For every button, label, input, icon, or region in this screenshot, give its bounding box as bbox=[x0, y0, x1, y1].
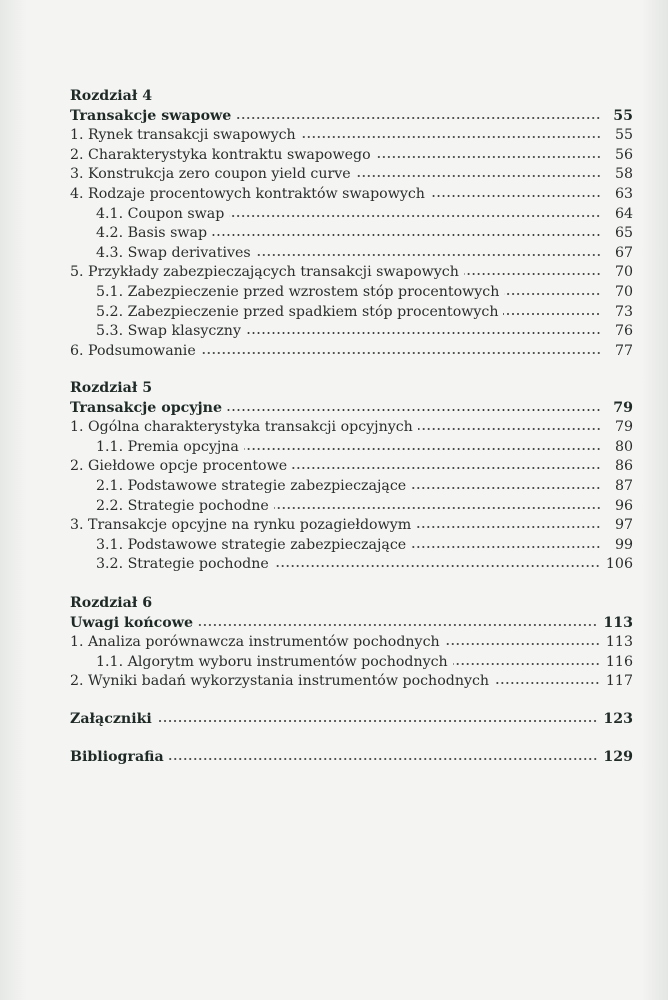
entry-page: 65 bbox=[614, 225, 633, 242]
dot-leader bbox=[236, 116, 601, 120]
dot-leader bbox=[301, 135, 601, 139]
entry-label: 1. Rynek transakcji swapowych bbox=[70, 127, 296, 144]
dot-leader bbox=[356, 174, 601, 178]
chapter-title-entry bbox=[70, 614, 633, 634]
toc-entry bbox=[70, 497, 633, 517]
entry-page: 96 bbox=[614, 497, 633, 514]
toc-entry bbox=[70, 342, 633, 362]
entry-page: 117 bbox=[605, 673, 633, 690]
entry-label: Transakcje opcyjne bbox=[70, 399, 222, 416]
entry-label: 3. Konstrukcja zero coupon yield curve bbox=[70, 166, 351, 183]
dot-leader bbox=[212, 233, 601, 237]
dot-leader bbox=[201, 351, 601, 355]
dot-leader bbox=[157, 719, 598, 723]
entry-page: 123 bbox=[603, 711, 633, 727]
toc-entry bbox=[70, 477, 633, 497]
entry-label: 6. Podsumowanie bbox=[70, 342, 196, 359]
toc-entry bbox=[70, 516, 633, 536]
dot-leader bbox=[376, 155, 601, 159]
toc-entry-appendix bbox=[70, 710, 633, 730]
entry-page: 129 bbox=[603, 749, 633, 765]
entry-label: Bibliografia bbox=[70, 749, 164, 765]
entry-page: 79 bbox=[614, 419, 633, 436]
entry-page: 70 bbox=[614, 264, 633, 281]
entry-page: 86 bbox=[614, 458, 633, 475]
entry-label: 2.1. Podstawowe strategie zabezpieczające bbox=[96, 477, 407, 494]
dot-leader bbox=[411, 545, 601, 549]
entry-label: 2.2. Strategie pochodne bbox=[96, 497, 269, 514]
dot-leader bbox=[274, 506, 601, 510]
toc-entry bbox=[70, 536, 633, 556]
entry-label: 5. Przykłady zabezpieczających transakcji swapowych bbox=[70, 264, 459, 281]
dot-leader bbox=[292, 466, 601, 470]
entry-page: 77 bbox=[614, 342, 633, 359]
toc-entry bbox=[70, 283, 633, 303]
entry-label: 3. Transakcje opcyjne na rynku pozagiełdowym bbox=[70, 517, 412, 534]
entry-page: 55 bbox=[614, 127, 633, 144]
toc-entry bbox=[70, 303, 633, 323]
toc-entry bbox=[70, 263, 633, 283]
dot-leader bbox=[416, 525, 601, 529]
entry-page: 99 bbox=[614, 536, 633, 553]
toc-entry bbox=[70, 438, 633, 458]
chapter-title-entry bbox=[70, 399, 633, 419]
toc-entry bbox=[70, 126, 633, 146]
entry-label: 4. Rodzaje procentowych kontraktów swapowych bbox=[70, 185, 425, 202]
entry-page: 97 bbox=[614, 517, 633, 534]
dot-leader bbox=[169, 757, 598, 761]
toc-entry bbox=[70, 322, 633, 342]
entry-label: 5.2. Zabezpieczenie przed spadkiem stóp procentowych bbox=[96, 303, 499, 320]
toc-entry bbox=[70, 224, 633, 244]
entry-label: Transakcje swapowe bbox=[70, 107, 232, 124]
entry-page: 113 bbox=[603, 614, 633, 631]
entry-page: 58 bbox=[614, 166, 633, 183]
toc-entry bbox=[70, 165, 633, 185]
dot-leader bbox=[227, 408, 601, 412]
dot-leader bbox=[274, 564, 600, 568]
entry-label: Uwagi końcowe bbox=[70, 614, 193, 631]
entry-page: 106 bbox=[605, 556, 633, 573]
entry-page: 63 bbox=[614, 185, 633, 202]
entry-label: 2. Wyniki badań wykorzystania instrumentów pochodnych bbox=[70, 673, 490, 690]
dot-leader bbox=[494, 681, 600, 685]
dot-leader bbox=[244, 447, 601, 451]
entry-label: 1.1. Premia opcyjna bbox=[96, 438, 239, 455]
chapter-header: Rozdział 4 bbox=[70, 88, 153, 104]
entry-label: 2. Giełdowe opcje procentowe bbox=[70, 458, 288, 475]
toc-entry bbox=[70, 244, 633, 264]
entry-label: Załączniki bbox=[70, 711, 152, 727]
dot-leader bbox=[445, 642, 600, 646]
entry-label: 5.3. Swap klasyczny bbox=[96, 323, 241, 340]
entry-page: 80 bbox=[614, 438, 633, 455]
entry-label: 4.2. Basis swap bbox=[96, 225, 208, 242]
dot-leader bbox=[453, 662, 600, 666]
dot-leader bbox=[503, 312, 601, 316]
entry-page: 70 bbox=[614, 283, 633, 300]
chapter-5-block bbox=[70, 379, 633, 575]
toc-entry-bibliography bbox=[70, 748, 633, 768]
entry-label: 4.3. Swap derivatives bbox=[96, 244, 251, 261]
toc-entry bbox=[70, 672, 633, 692]
entry-page: 76 bbox=[614, 323, 633, 340]
entry-page: 116 bbox=[605, 653, 633, 670]
dot-leader bbox=[464, 272, 601, 276]
toc-entry bbox=[70, 555, 633, 575]
entry-page: 79 bbox=[613, 399, 633, 416]
toc-entry bbox=[70, 205, 633, 225]
dot-leader bbox=[198, 623, 597, 627]
entry-page: 56 bbox=[614, 146, 633, 163]
entry-label: 4.1. Coupon swap bbox=[96, 205, 225, 222]
toc-entry bbox=[70, 146, 633, 166]
entry-label: 3.2. Strategie pochodne bbox=[96, 556, 269, 573]
entry-label: 1. Analiza porównawcza instrumentów pochodnych bbox=[70, 634, 440, 651]
toc-entry bbox=[70, 653, 633, 673]
dot-leader bbox=[246, 331, 601, 335]
dot-leader bbox=[411, 486, 601, 490]
entry-label: 2. Charakterystyka kontraktu swapowego bbox=[70, 146, 371, 163]
appendix-block bbox=[70, 710, 633, 730]
dot-leader bbox=[504, 292, 601, 296]
entry-page: 87 bbox=[614, 477, 633, 494]
entry-label: 5.1. Zabezpieczenie przed wzrostem stóp procentowych bbox=[96, 283, 500, 300]
dot-leader bbox=[256, 253, 601, 257]
toc-entry bbox=[70, 633, 633, 653]
chapter-title-entry bbox=[70, 107, 633, 127]
chapter-4-block bbox=[70, 87, 633, 361]
dot-leader bbox=[229, 214, 601, 218]
entry-page: 73 bbox=[614, 303, 633, 320]
entry-page: 67 bbox=[614, 244, 633, 261]
toc-entry bbox=[70, 185, 633, 205]
chapter-header: Rozdział 5 bbox=[70, 380, 153, 396]
entry-page: 64 bbox=[614, 205, 633, 222]
entry-page: 113 bbox=[605, 634, 633, 651]
bibliography-block bbox=[70, 748, 633, 768]
entry-label: 3.1. Podstawowe strategie zabezpieczające bbox=[96, 536, 407, 553]
entry-page: 55 bbox=[613, 107, 633, 124]
chapter-header: Rozdział 6 bbox=[70, 595, 153, 611]
toc-entry bbox=[70, 457, 633, 477]
entry-label: 1. Ogólna charakterystyka transakcji opcyjnych bbox=[70, 419, 413, 436]
dot-leader bbox=[430, 194, 601, 198]
chapter-6-block bbox=[70, 594, 633, 692]
entry-label: 1.1. Algorytm wyboru instrumentów pochodnych bbox=[96, 653, 448, 670]
toc-entry bbox=[70, 418, 633, 438]
dot-leader bbox=[418, 427, 601, 431]
